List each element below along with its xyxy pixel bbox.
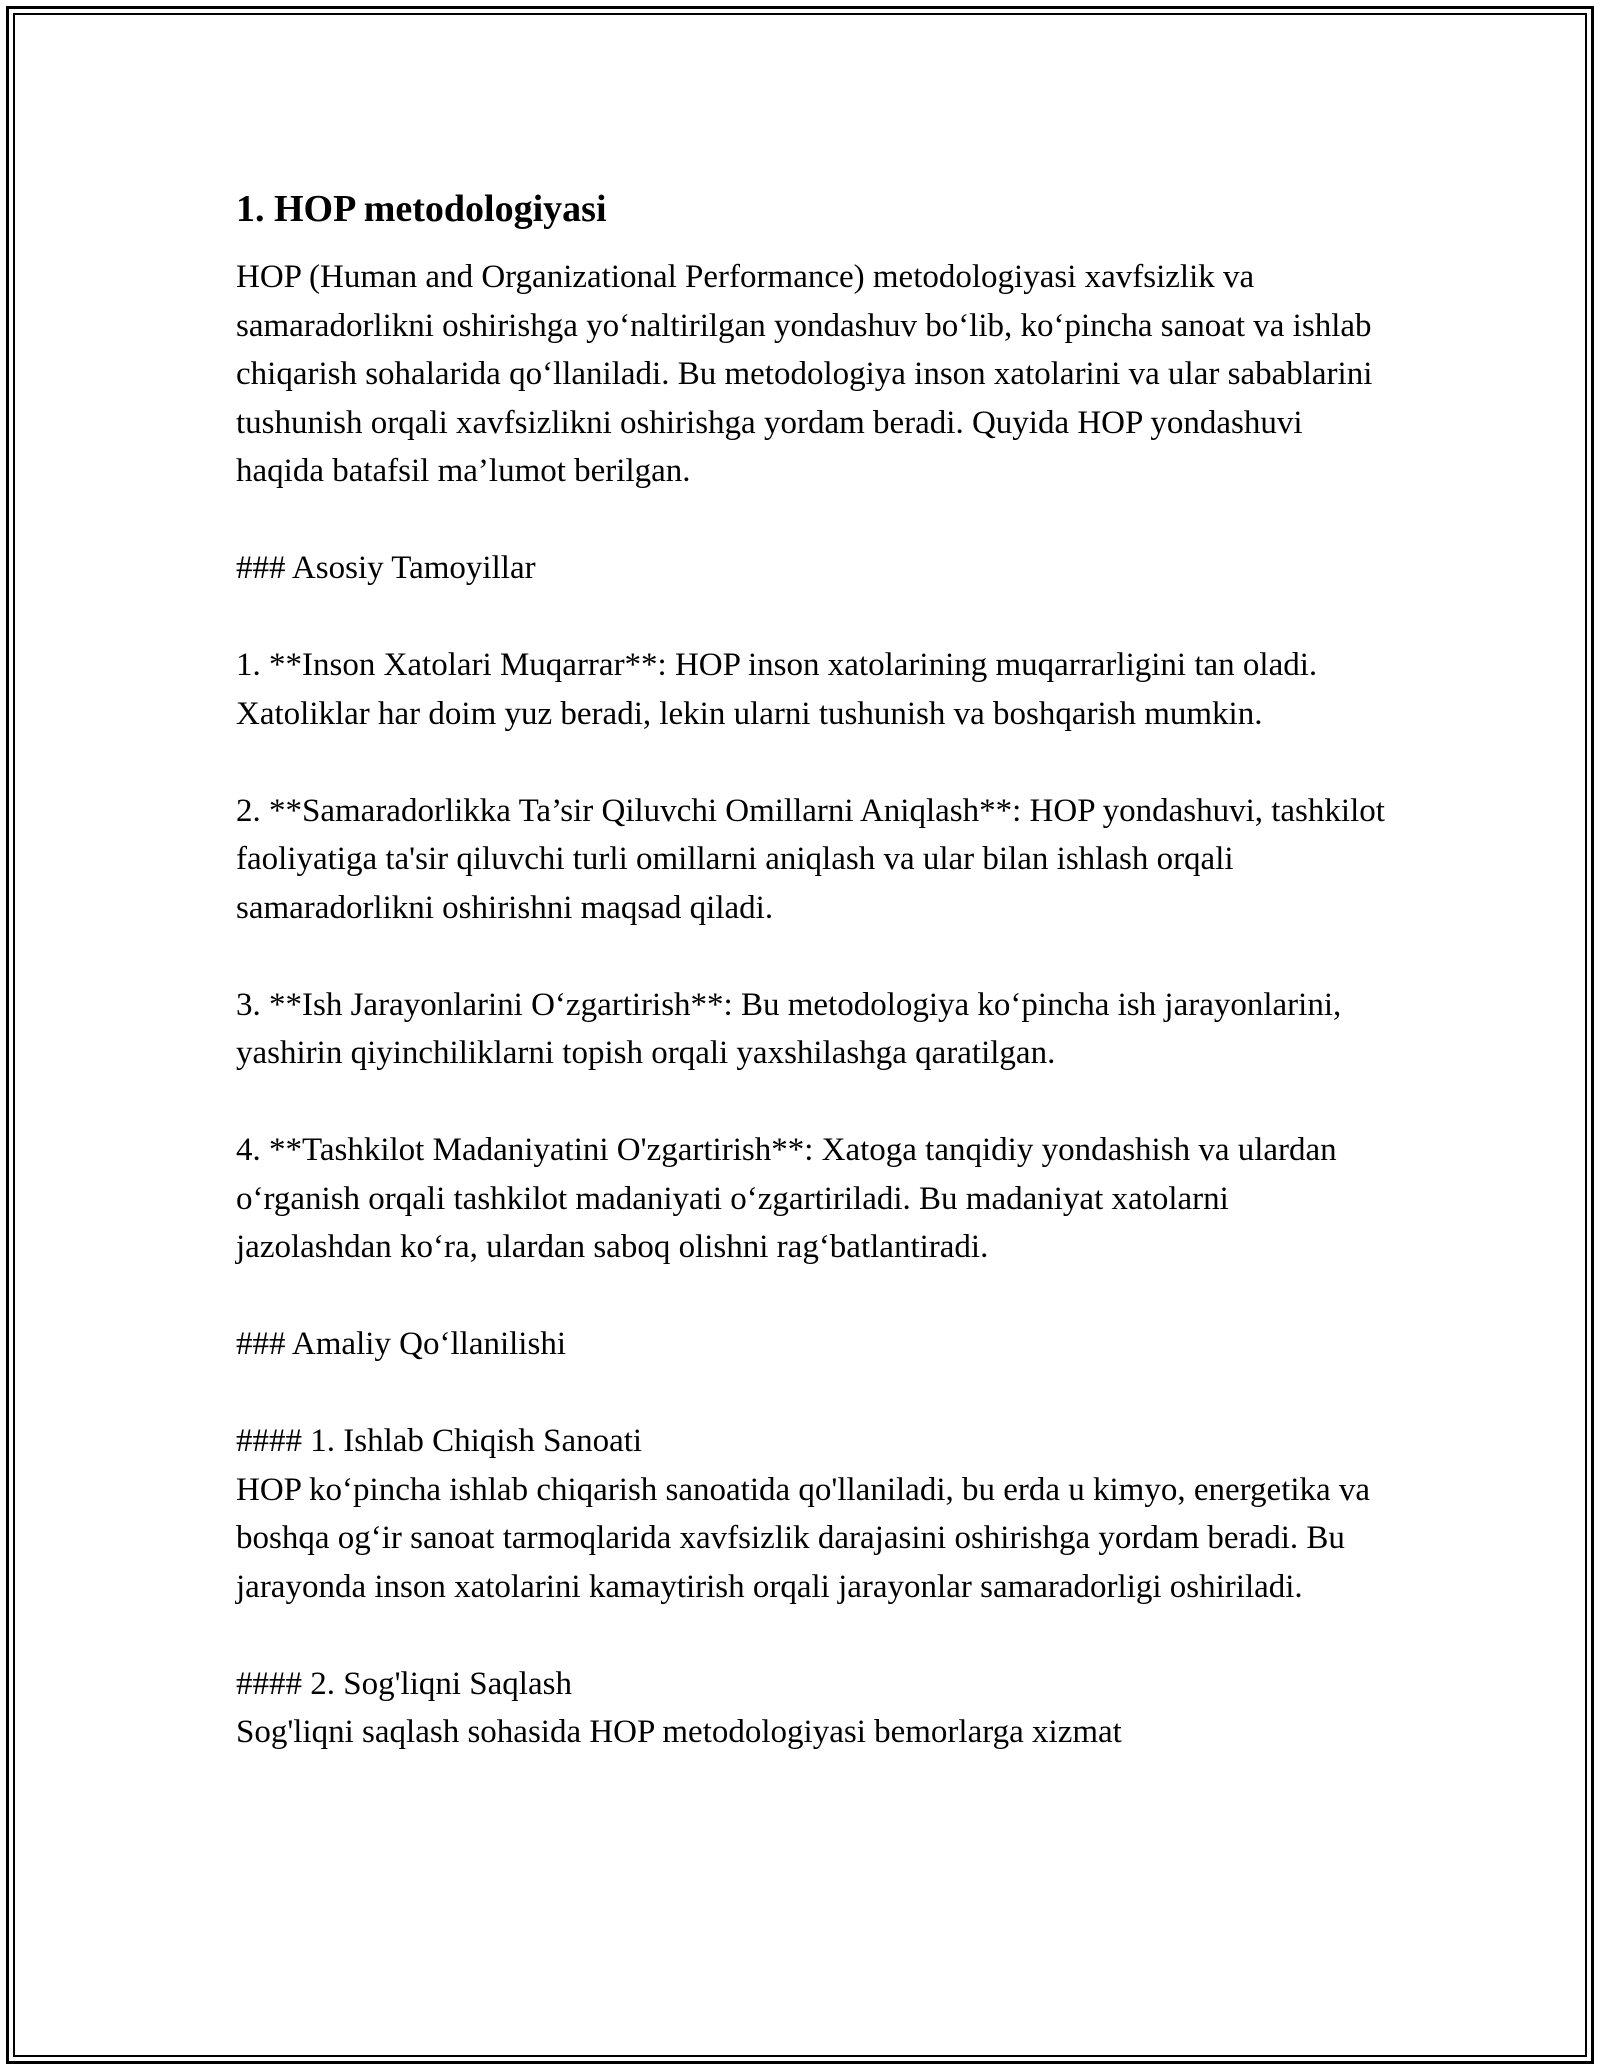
document-title: 1. HOP metodologiyasi	[236, 188, 607, 230]
section-heading-principles: ### Asosiy Tamoyillar	[236, 550, 536, 586]
principle-item-4: 4. **Tashkilot Madaniyatini O'zgartirish**: Xatoga tanqidiy yondashish va ulardan o‘rganish orqali tashkilot madaniyati o‘zgartiriladi. Bu madaniyat xatolarni jazolashdan ko‘ra, ulardan saboq olishni rag‘batlantiradi.	[236, 1132, 1337, 1265]
intro-paragraph: HOP (Human and Organizational Performance) metodologiyasi xavfsizlik va samaradorlikni oshirishga yo‘naltirilgan yondashuv bo‘lib, ko‘pincha sanoat va ishlab chiqarish sohalarida qo‘llaniladi. Bu metodologiya inson xatolarini va ular sabablarini tushunish orqali xavfsizlikni oshirishga yordam beradi. Quyida HOP yondashuvi haqida batafsil ma’lumot berilgan.	[236, 259, 1373, 489]
subsection-heading-2: #### 2. Sog'liqni Saqlash	[236, 1665, 572, 1702]
subsection-text-1: HOP ko‘pincha ishlab chiqarish sanoatida qo'llaniladi, bu erda u kimyo, energetika va boshqa og‘ir sanoat tarmoqlarida xavfsizlik darajasini oshirishga yordam beradi. Bu jarayonda inson xatolarini kamaytirish orqali jarayonlar samaradorligi oshiriladi.	[236, 1471, 1371, 1605]
document-page	[236, 185, 1386, 1757]
principle-item-3: 3. **Ish Jarayonlarini O‘zgartirish**: Bu metodologiya ko‘pincha ish jarayonlarini, yashirin qiyinchiliklarni topish orqali yaxshilashga qaratilgan.	[236, 986, 1342, 1071]
principle-item-1: 1. **Inson Xatolari Muqarrar**: HOP inson xatolarining muqarrarligini tan oladi. Xatoliklar har doim yuz beradi, lekin ularni tushunish va boshqarish mumkin.	[236, 647, 1318, 732]
subsection-heading-1: #### 1. Ishlab Chiqish Sanoati	[236, 1423, 643, 1459]
principle-item-2: 2. **Samaradorlikka Ta’sir Qiluvchi Omillarni Aniqlash**: HOP yondashuvi, tashkilot faoliyatiga ta'sir qiluvchi turli omillarni aniqlash va ular bilan ishlash orqali samaradorlikni oshirishni maqsad qiladi.	[236, 792, 1385, 926]
section-heading-practice: ### Amaliy Qo‘llanilishi	[236, 1326, 566, 1362]
subsection-text-2: Sog'liqni saqlash sohasida HOP metodologiyasi bemorlarga xizmat	[236, 1714, 1122, 1750]
